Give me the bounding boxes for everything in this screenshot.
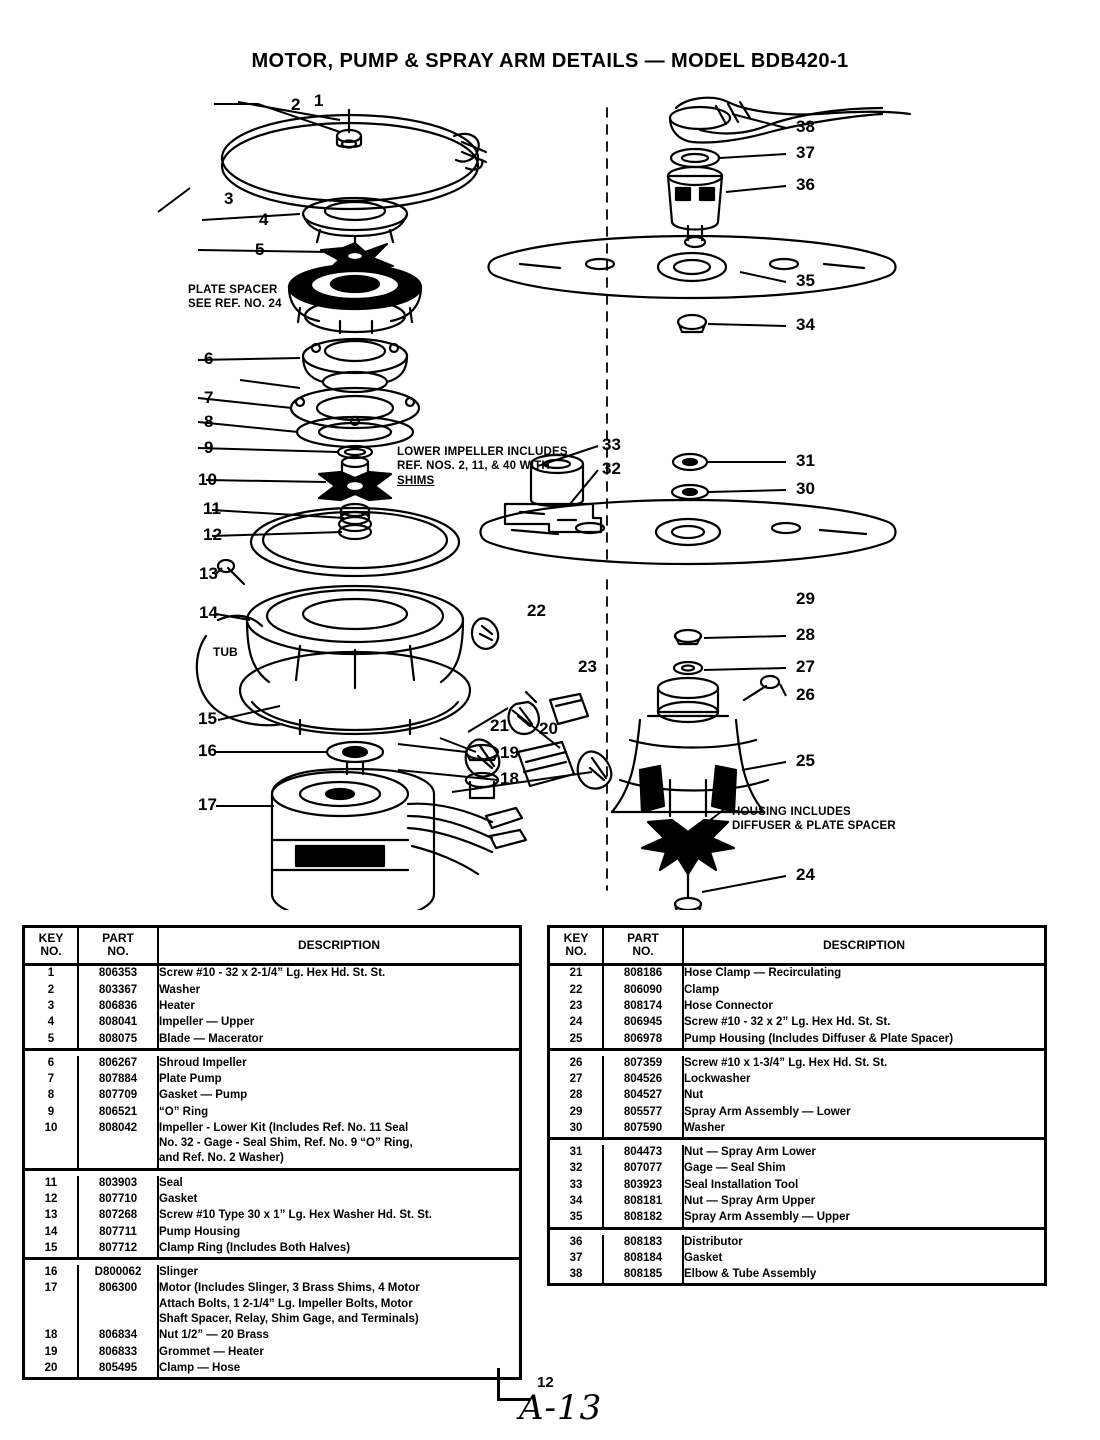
cell-part-no: 808174 (603, 999, 683, 1015)
cell-part-no: 808075 (78, 1032, 158, 1050)
cell-part-no: 808181 (603, 1194, 683, 1210)
cell-description: Motor (Includes Slinger, 3 Brass Shims, 4 Motor Attach Bolts, 1 2-1/4” Lg. Impeller Bolts, Motor Shaft Spacer, Relay, Shim Gage, and Terminals) (159, 1282, 420, 1325)
cell-part-no: 806300 (78, 1281, 158, 1328)
table-row[interactable] (550, 983, 1044, 999)
callout-29: 29 (796, 589, 815, 608)
cell-part-no: 808182 (603, 1210, 683, 1228)
cell-part-no: 807884 (78, 1072, 158, 1088)
cell-part-no: 807711 (78, 1225, 158, 1241)
cell-part-no: 803923 (603, 1178, 683, 1194)
cell-key-no: 24 (550, 1015, 603, 1031)
cell-description: Clamp Ring (Includes Both Halves) (158, 1241, 519, 1259)
callout-36: 36 (796, 175, 815, 194)
cell-key-no: 21 (550, 965, 603, 983)
table-row[interactable] (25, 1088, 519, 1104)
cell-description: Pump Housing (159, 1225, 241, 1238)
cell-part-no: 803367 (78, 983, 158, 999)
lower-impeller-note: LOWER IMPELLER INCLUDES REF. NOS. 2, 11, & 40 WITH SHIMS (397, 446, 568, 487)
callout-11: 11 (203, 499, 221, 518)
callout-18: 18 (500, 769, 519, 788)
table-row[interactable] (550, 1251, 1044, 1267)
cell-description: Clamp — Hose (159, 1361, 241, 1374)
callout-2: 2 (291, 95, 301, 114)
table-row[interactable] (25, 1072, 519, 1088)
table-row[interactable] (550, 1032, 1044, 1050)
cell-description: Gasket (159, 1193, 198, 1206)
plate-spacer-note: PLATE SPACER SEE REF. NO. 24 (188, 284, 282, 311)
callout-16: 16 (198, 741, 217, 760)
cell-description: Lockwasher (684, 1073, 751, 1086)
callout-35: 35 (796, 271, 815, 290)
table-row[interactable] (25, 965, 519, 983)
cell-part-no: 806833 (78, 1345, 158, 1361)
table-header-row (550, 928, 1044, 965)
cell-part-no: 803903 (78, 1176, 158, 1192)
callout-20: 20 (539, 719, 558, 738)
callout-38: 38 (796, 117, 815, 136)
callout-31: 31 (796, 451, 815, 470)
table-row[interactable] (550, 1105, 1044, 1121)
cell-part-no: 807077 (603, 1161, 683, 1177)
cell-description: Screw #10 - 32 x 2” Lg. Hex Hd. St. St. (684, 1016, 891, 1029)
cell-part-no: 808185 (603, 1267, 683, 1283)
cell-key-no: 9 (25, 1105, 78, 1121)
table-row[interactable] (25, 1056, 519, 1072)
cell-description: Screw #10 - 32 x 2-1/4” Lg. Hex Hd. St. St. (159, 967, 386, 980)
header-key-no: KEY NO. (25, 928, 78, 965)
cell-key-no: 30 (550, 1121, 603, 1139)
table-row[interactable] (25, 1265, 519, 1281)
cell-description: Nut 1/2” — 20 Brass (159, 1329, 269, 1342)
parts-table-left-grid (25, 928, 519, 1377)
cell-part-no: 804526 (603, 1072, 683, 1088)
callout-8: 8 (204, 412, 214, 431)
callout-19: 19 (500, 743, 519, 762)
table-row[interactable] (25, 1328, 519, 1344)
cell-part-no: 806090 (603, 983, 683, 999)
cell-part-no: 806521 (78, 1105, 158, 1121)
table-row[interactable] (25, 1241, 519, 1259)
cell-part-no: 806836 (78, 999, 158, 1015)
cell-description: Nut (684, 1089, 704, 1102)
cell-description: Gage — Seal Shim (684, 1162, 786, 1175)
table-row[interactable] (550, 1161, 1044, 1177)
callout-6: 6 (204, 349, 214, 368)
table-header-row (25, 928, 519, 965)
callout-33: 33 (602, 435, 621, 454)
cell-key-no: 27 (550, 1072, 603, 1088)
cell-description: Screw #10 x 1-3/4” Lg. Hex Hd. St. St. (684, 1056, 888, 1069)
callout-5: 5 (255, 240, 265, 259)
cell-part-no: 808186 (603, 965, 683, 983)
cell-key-no: 8 (25, 1088, 78, 1104)
header-key-no: KEY NO. (550, 928, 603, 965)
cell-description: Hose Clamp — Recirculating (684, 967, 842, 980)
cell-key-no: 6 (25, 1056, 78, 1072)
cell-part-no: 808183 (603, 1235, 683, 1251)
callout-17: 17 (198, 795, 217, 814)
cell-key-no: 34 (550, 1194, 603, 1210)
callout-10: 10 (198, 470, 217, 489)
cell-part-no: 808184 (603, 1251, 683, 1267)
cell-description: “O” Ring (159, 1105, 209, 1118)
callout-1: 1 (314, 91, 324, 110)
header-description: DESCRIPTION (158, 928, 519, 965)
table-row[interactable] (550, 1210, 1044, 1228)
cell-key-no: 15 (25, 1241, 78, 1259)
cell-part-no: 808041 (78, 1015, 158, 1031)
cell-description: Plate Pump (159, 1073, 222, 1086)
cell-part-no: 804527 (603, 1088, 683, 1104)
cell-key-no: 22 (550, 983, 603, 999)
cell-key-no: 33 (550, 1178, 603, 1194)
cell-part-no: 807710 (78, 1192, 158, 1208)
table-row[interactable] (550, 1235, 1044, 1251)
cell-key-no: 2 (25, 983, 78, 999)
table-row[interactable] (25, 1361, 519, 1377)
callout-28: 28 (796, 625, 815, 644)
callout-15: 15 (198, 709, 217, 728)
cell-key-no: 35 (550, 1210, 603, 1228)
callout-12: 12 (203, 525, 222, 544)
parts-table-left (22, 925, 522, 1380)
cell-part-no: 804473 (603, 1145, 683, 1161)
callout-14: 14 (199, 603, 218, 622)
cell-part-no: 806267 (78, 1056, 158, 1072)
cell-key-no: 7 (25, 1072, 78, 1088)
cell-description: Elbow & Tube Assembly (684, 1268, 817, 1281)
header-part-no: PART NO. (603, 928, 683, 965)
cell-key-no: 17 (25, 1281, 78, 1328)
cell-description: Nut — Spray Arm Lower (684, 1146, 816, 1159)
parts-table-right-grid (550, 928, 1044, 1283)
table-row[interactable] (550, 1072, 1044, 1088)
cell-key-no: 23 (550, 999, 603, 1015)
cell-key-no: 16 (25, 1265, 78, 1281)
cell-part-no: 806353 (78, 965, 158, 983)
cell-description: Pump Housing (Includes Diffuser & Plate Spacer) (683, 1032, 1044, 1050)
cell-key-no: 12 (25, 1192, 78, 1208)
callout-13: 13 (199, 564, 218, 583)
cell-description: Spray Arm Assembly — Lower (684, 1105, 851, 1118)
cell-description: Heater (159, 999, 195, 1012)
callout-21: 21 (490, 716, 509, 735)
cell-part-no: 807268 (78, 1208, 158, 1224)
header-description: DESCRIPTION (683, 928, 1044, 965)
cell-key-no: 26 (550, 1056, 603, 1072)
table-row[interactable] (550, 999, 1044, 1015)
cell-part-no: 808042 (78, 1121, 158, 1169)
cell-part-no: 807590 (603, 1121, 683, 1139)
table-row[interactable] (550, 1178, 1044, 1194)
cell-description: Impeller — Upper (159, 1016, 255, 1029)
tub-label: TUB (213, 645, 238, 659)
cell-description: Washer (683, 1121, 1044, 1139)
cell-key-no: 5 (25, 1032, 78, 1050)
table-row[interactable] (550, 1121, 1044, 1139)
callout-23: 23 (578, 657, 597, 676)
cell-description: Gasket (684, 1251, 723, 1264)
cell-key-no: 20 (25, 1361, 78, 1377)
cell-description: Hose Connector (684, 999, 773, 1012)
cell-key-no: 11 (25, 1176, 78, 1192)
cell-description: Slinger (159, 1266, 198, 1279)
cell-part-no: 806978 (603, 1032, 683, 1050)
callout-32: 32 (602, 459, 621, 478)
diagram-artwork (0, 80, 1100, 910)
cell-key-no: 4 (25, 1015, 78, 1031)
header-part-no: PART NO. (78, 928, 158, 965)
cell-key-no: 1 (25, 965, 78, 983)
cell-description: Clamp (684, 983, 720, 996)
cell-part-no: 807709 (78, 1088, 158, 1104)
cell-description: Gasket — Pump (159, 1089, 248, 1102)
cell-key-no: 3 (25, 999, 78, 1015)
cell-part-no: D800062 (78, 1265, 158, 1281)
cell-description: Seal Installation Tool (684, 1178, 799, 1191)
page-title: MOTOR, PUMP & SPRAY ARM DETAILS — MODEL BDB420-1 (251, 50, 849, 72)
callout-7: 7 (204, 388, 214, 407)
table-row[interactable] (550, 1015, 1044, 1031)
cell-key-no: 10 (25, 1121, 78, 1169)
cell-part-no: 807712 (78, 1241, 158, 1259)
cell-description: Screw #10 Type 30 x 1” Lg. Hex Washer Hd. St. St. (159, 1209, 432, 1222)
table-row[interactable] (550, 1088, 1044, 1104)
table-row[interactable] (25, 1345, 519, 1361)
cell-part-no: 807359 (603, 1056, 683, 1072)
table-row[interactable] (25, 1281, 519, 1328)
table-row[interactable] (25, 1121, 519, 1169)
cell-description: Nut — Spray Arm Upper (684, 1195, 816, 1208)
table-row[interactable] (25, 1105, 519, 1121)
cell-key-no: 36 (550, 1235, 603, 1251)
table-row[interactable] (550, 1145, 1044, 1161)
cell-key-no: 25 (550, 1032, 603, 1050)
callout-26: 26 (796, 685, 815, 704)
table-row[interactable] (25, 983, 519, 999)
table-row[interactable] (550, 1267, 1044, 1283)
handwritten-index-mark: A-13 (519, 1388, 603, 1428)
cell-key-no: 38 (550, 1267, 603, 1283)
cell-key-no: 37 (550, 1251, 603, 1267)
cell-part-no: 805577 (603, 1105, 683, 1121)
cell-key-no: 13 (25, 1208, 78, 1224)
table-row[interactable] (25, 999, 519, 1015)
cell-key-no: 19 (25, 1345, 78, 1361)
table-row[interactable] (25, 1015, 519, 1031)
housing-note: HOUSING INCLUDES DIFFUSER & PLATE SPACER (732, 806, 896, 833)
table-row[interactable] (550, 1056, 1044, 1072)
table-row[interactable] (25, 1225, 519, 1241)
cell-description: Spray Arm Assembly — Upper (683, 1210, 1044, 1228)
callout-22: 22 (527, 601, 546, 620)
parts-table-right (547, 925, 1047, 1286)
cell-key-no: 32 (550, 1161, 603, 1177)
cell-part-no: 806834 (78, 1328, 158, 1344)
cell-part-no: 805495 (78, 1361, 158, 1377)
callout-25: 25 (796, 751, 815, 770)
table-row[interactable] (550, 965, 1044, 983)
cell-key-no: 28 (550, 1088, 603, 1104)
cell-key-no: 29 (550, 1105, 603, 1121)
cell-description: Distributor (684, 1235, 743, 1248)
cell-description: Blade — Macerator (158, 1032, 519, 1050)
callout-30: 30 (796, 479, 815, 498)
cell-part-no: 806945 (603, 1015, 683, 1031)
callout-24: 24 (796, 865, 815, 884)
cell-key-no: 31 (550, 1145, 603, 1161)
table-row[interactable] (25, 1176, 519, 1192)
callout-4: 4 (259, 210, 269, 229)
callout-3: 3 (224, 189, 234, 208)
callout-27: 27 (796, 657, 815, 676)
callout-34: 34 (796, 315, 815, 334)
cell-description: Grommet — Heater (159, 1345, 264, 1358)
table-row[interactable] (25, 1032, 519, 1050)
cell-description: Seal (159, 1176, 183, 1189)
table-row[interactable] (25, 1208, 519, 1224)
cell-key-no: 18 (25, 1328, 78, 1344)
callout-37: 37 (796, 143, 815, 162)
page-number: 12 (537, 1374, 554, 1391)
callout-9: 9 (204, 438, 214, 457)
cell-key-no: 14 (25, 1225, 78, 1241)
exploded-view-diagram (0, 80, 1100, 910)
cell-description: Shroud Impeller (159, 1056, 247, 1069)
cell-description: Washer (159, 983, 201, 996)
cell-description: Impeller - Lower Kit (Includes Ref. No. 11 Seal No. 32 - Gage - Seal Shim, Ref. No. 9 “O” Ring, and Ref. No. 2 Washer) (158, 1121, 519, 1169)
table-row[interactable] (25, 1192, 519, 1208)
table-row[interactable] (550, 1194, 1044, 1210)
